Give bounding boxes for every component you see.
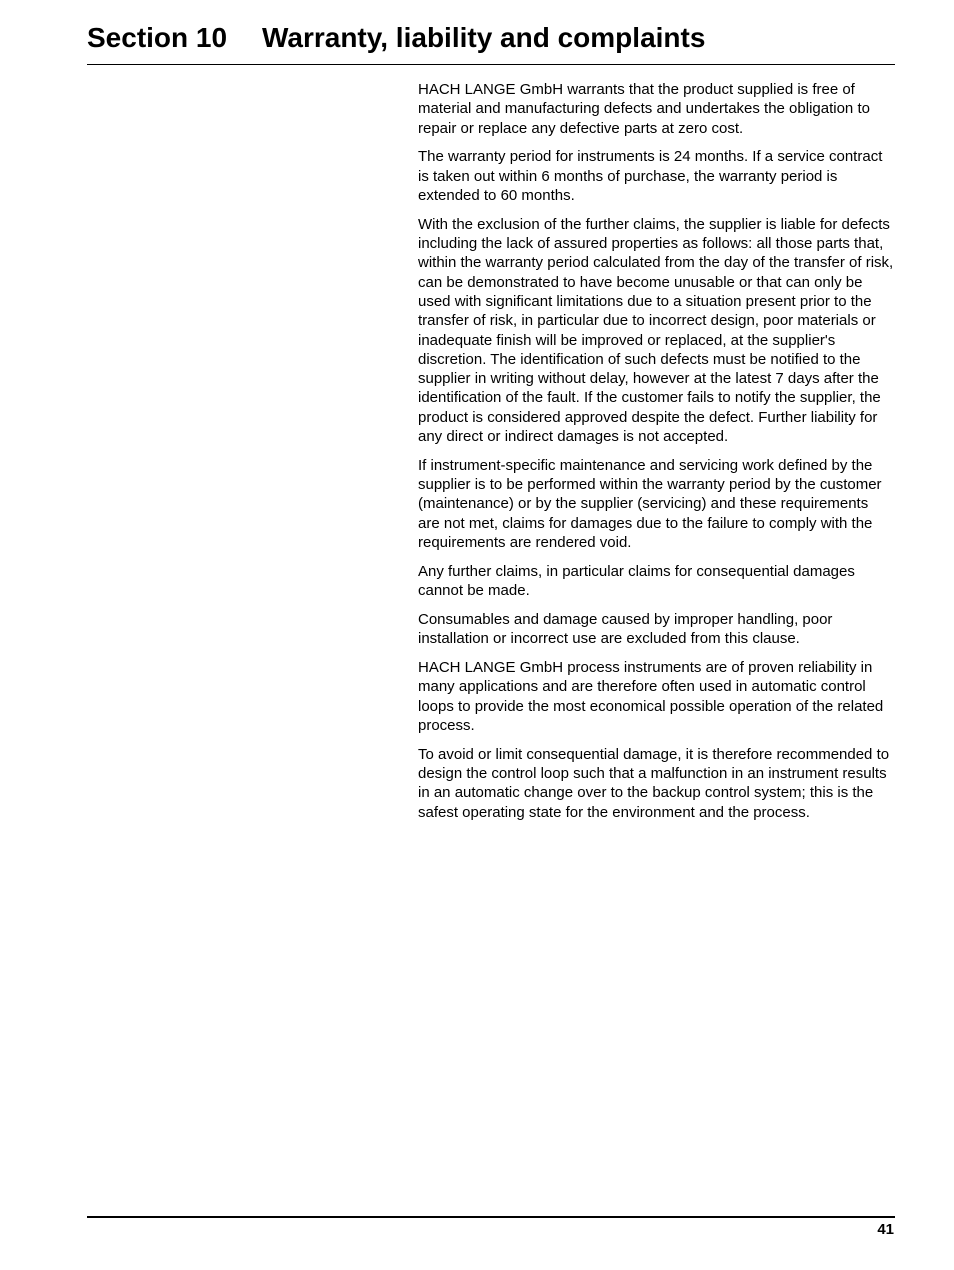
paragraph-liability-defects: With the exclusion of the further claims, the supplier is liable for defects including the lack of assured properties as follows: all those parts that, within the warranty period calculated from the day of the transfer of risk, can be demonstrated to have become unusable or that can only be used with significant limitations due to a situation present prior to the transfer of risk, in particular due to incorrect design, poor materials or inadequate finish will be improved or replaced, at the supplier's discretion. The identification of such defects must be notified to the supplier in writing without delay, however at the latest 7 days after the identification of the fault. If the customer fails to notify the supplier, the product is considered approved despite the defect. Further liability for any direct or indirect damages is not accepted. xyxy=(418,215,894,446)
paragraph-warranty-statement: HACH LANGE GmbH warrants that the product supplied is free of material and manufacturing defects and undertakes the obligation to repair or replace any defective parts at zero cost. xyxy=(418,81,870,137)
paragraph-consumables: Consumables and damage caused by improper handling, poor installation or incorrect use are excluded from this clause. xyxy=(418,610,833,648)
body-text-column xyxy=(418,80,894,831)
paragraph-process-instruments: HACH LANGE GmbH process instruments are of proven reliability in many applications and are therefore often used in automatic control loops to provide the most economical possible operation of the related process. xyxy=(418,659,884,734)
paragraph-maintenance-requirements: If instrument-specific maintenance and servicing work defined by the supplier is to be performed within the warranty period by the customer (maintenance) or by the supplier (servicing) and these requirements are not met, claims for damages due to the failure to comply with the requirements are rendered void. xyxy=(418,456,882,552)
section-title: Warranty, liability and complaints xyxy=(262,22,706,53)
paragraph-further-claims: Any further claims, in particular claims for consequential damages cannot be made. xyxy=(418,562,855,600)
section-header xyxy=(87,20,895,65)
page-footer xyxy=(87,1216,895,1238)
page-number: 41 xyxy=(877,1221,894,1238)
section-number: Section 10 xyxy=(87,22,228,53)
section-heading xyxy=(87,20,705,56)
paragraph-warranty-period: The warranty period for instruments is 24 months. If a service contract is taken out within 6 months of purchase, the warranty period is extended to 60 months. xyxy=(418,148,883,204)
paragraph-consequential-damage: To avoid or limit consequential damage, it is therefore recommended to design the control loop such that a malfunction in an instrument results in an automatic change over to the backup control system; this is the safest operating state for the environment and the process. xyxy=(418,745,890,821)
